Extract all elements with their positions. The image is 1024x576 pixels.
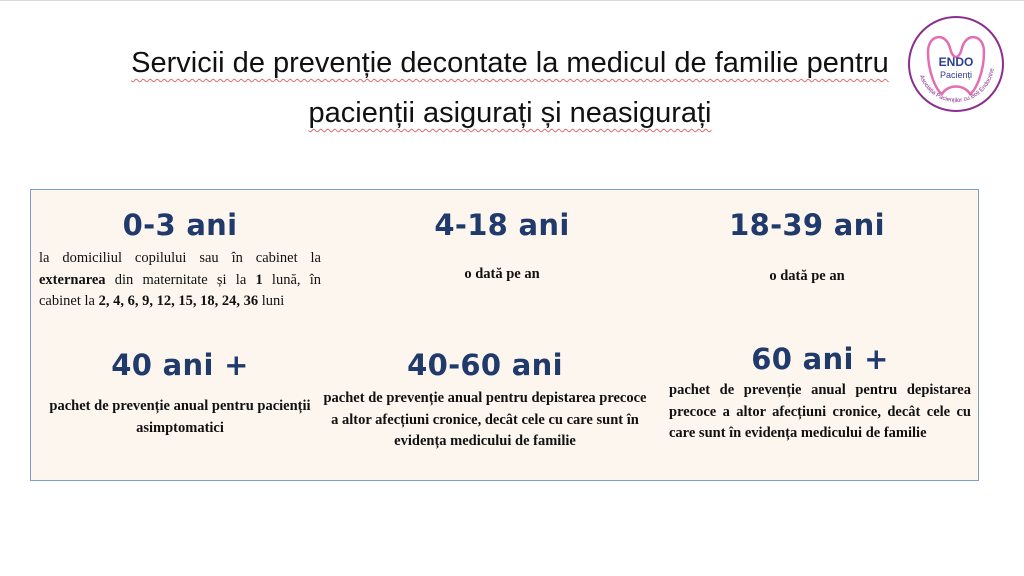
top-divider <box>0 0 1024 1</box>
endo-pacienti-logo <box>906 14 1006 114</box>
title-line-2: pacienții asigurați și neasigurați <box>308 97 712 129</box>
group-0-3 <box>39 208 321 313</box>
logo-word-pacienti: Pacienți <box>939 70 973 80</box>
title-line-1: Servicii de prevenție decontate la medicul de familie pentru <box>131 47 889 79</box>
age-description: pachet de prevenție anual pentru depistarea precoce a altor afecțiuni cronice, decât cele cu care sunt în evidența medicului de familie <box>669 382 971 441</box>
age-heading: 40-60 ani <box>407 348 563 382</box>
age-description: pachet de prevenție anual pentru depistarea precoce a altor afecțiuni cronice, decât cele cu care sunt în evidența medicului de familie <box>323 390 647 449</box>
age-heading: 40 ani + <box>111 348 249 382</box>
age-description: o dată pe an <box>464 266 540 282</box>
age-heading: 0-3 ani <box>122 208 238 242</box>
slide-title <box>60 38 960 138</box>
group-18-39 <box>666 208 948 288</box>
age-heading: 60 ani + <box>751 342 889 376</box>
group-4-18 <box>361 208 643 286</box>
age-description: pachet de prevenție anual pentru pacienții asimptomatici <box>49 398 311 436</box>
age-description: la domiciliul copilului sau în cabinet la externarea din maternitate și la 1 lună, în cabinet la 2, 4, 6, 9, 12, 15, 18, 24, 36 luni <box>39 250 321 309</box>
group-60-plus <box>669 342 971 445</box>
group-40-plus <box>39 348 321 439</box>
age-description: o dată pe an <box>769 268 845 284</box>
logo-ring-text: Asociația Pacienților cu Boli Endocrine <box>917 67 996 105</box>
group-40-60 <box>319 348 651 453</box>
age-groups-panel <box>30 189 979 481</box>
logo-word-endo: ENDO <box>938 55 974 69</box>
age-heading: 4-18 ani <box>434 208 570 242</box>
age-heading: 18-39 ani <box>729 208 885 242</box>
